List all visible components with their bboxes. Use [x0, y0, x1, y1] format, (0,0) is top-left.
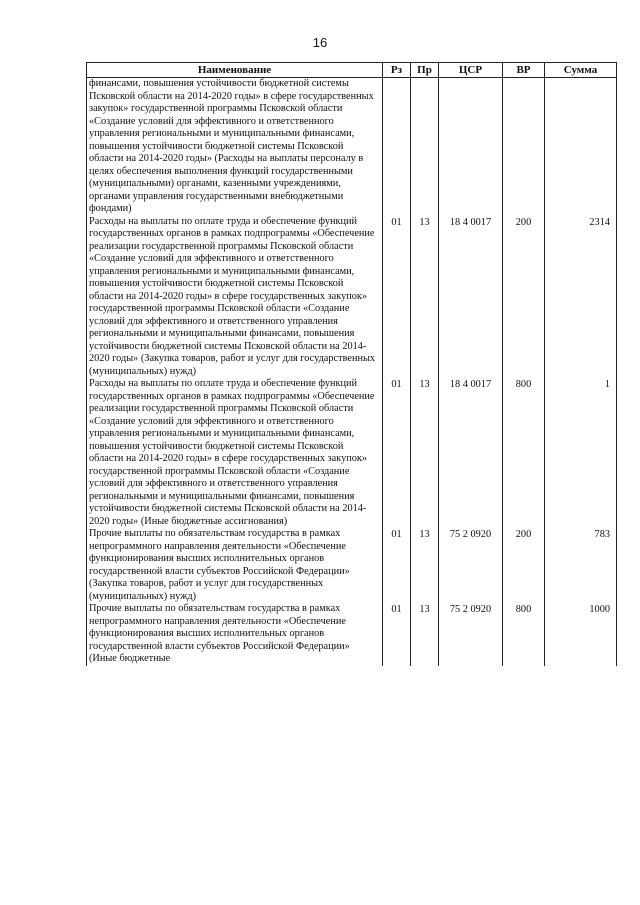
row-csr: 18 4 0017	[439, 378, 503, 528]
row-vr: 200	[503, 216, 545, 379]
row-vr	[503, 78, 545, 216]
row-sum: 2314	[545, 216, 617, 379]
table-row	[87, 603, 617, 666]
row-pr: 13	[411, 216, 439, 379]
header-vr: ВР	[503, 63, 545, 78]
row-vr: 800	[503, 603, 545, 666]
row-pr: 13	[411, 603, 439, 666]
row-rz: 01	[383, 528, 411, 603]
row-name: Прочие выплаты по обязательствам государства в рамках непрограммного направления деятельности «Обеспечение функционирования высших исполнительных органов государственной власти субъектов Российской Федерации» (Закупка товаров, работ и услуг для государственных (муниципальных) нужд)	[87, 528, 383, 603]
row-csr: 75 2 0920	[439, 603, 503, 666]
table-row	[87, 216, 617, 379]
row-pr: 13	[411, 528, 439, 603]
budget-table	[86, 62, 617, 666]
table-header-row	[87, 63, 617, 78]
row-rz	[383, 78, 411, 216]
row-sum: 1000	[545, 603, 617, 666]
row-name: Прочие выплаты по обязательствам государства в рамках непрограммного направления деятельности «Обеспечение функционирования высших исполнительных органов государственной власти субъектов Российской Федерации» (Иные бюджетные	[87, 603, 383, 666]
row-pr: 13	[411, 378, 439, 528]
row-rz: 01	[383, 603, 411, 666]
header-rz: Рз	[383, 63, 411, 78]
header-pr: Пр	[411, 63, 439, 78]
header-csr: ЦСР	[439, 63, 503, 78]
row-rz: 01	[383, 378, 411, 528]
row-vr: 200	[503, 528, 545, 603]
header-sum: Сумма	[545, 63, 617, 78]
row-name: Расходы на выплаты по оплате труда и обеспечение функций государственных органов в рамках подпрограммы «Обеспечение реализации государственной программы Псковской области «Создание условий для эффективного и ответственного управления региональными и муниципальными финансами, повышения устойчивости бюджетной системы Псковской области на 2014-2020 годы» в сфере государственных закупок» государственной программы Псковской области «Создание условий для эффективного и ответственного управления региональными и муниципальными финансами, повышения устойчивости бюджетной системы Псковской области на 2014-2020 годы» (Иные бюджетные ассигнования)	[87, 378, 383, 528]
header-name: Наименование	[87, 63, 383, 78]
row-pr	[411, 78, 439, 216]
row-csr	[439, 78, 503, 216]
row-name: Расходы на выплаты по оплате труда и обеспечение функций государственных органов в рамках подпрограммы «Обеспечение реализации государственной программы Псковской области «Создание условий для эффективного и ответственного управления региональными и муниципальными финансами, повышения устойчивости бюджетной системы Псковской области на 2014-2020 годы» в сфере государственных закупок» государственной программы Псковской области «Создание условий для эффективного и ответственного управления региональными и муниципальными финансами, повышения устойчивости бюджетной системы Псковской области на 2014-2020 годы» (Закупка товаров, работ и услуг для государственных (муниципальных) нужд)	[87, 216, 383, 379]
row-vr: 800	[503, 378, 545, 528]
page-number: 16	[312, 35, 328, 50]
row-sum	[545, 78, 617, 216]
row-sum: 783	[545, 528, 617, 603]
table-row	[87, 378, 617, 528]
row-csr: 18 4 0017	[439, 216, 503, 379]
row-rz: 01	[383, 216, 411, 379]
row-name: финансами, повышения устойчивости бюджетной системы Псковской области на 2014-2020 годы» в сфере государственных закупок» государственной программы Псковской области «Создание условий для эффективного и ответственного управления региональными и муниципальными финансами, повышения устойчивости бюджетной системы Псковской области на 2014-2020 годы» (Расходы на выплаты персоналу в целях обеспечения выполнения функций государственными (муниципальными) органами, казенными учреждениями, органами управления государственными внебюджетными фондами)	[87, 78, 383, 216]
table-row	[87, 528, 617, 603]
row-sum: 1	[545, 378, 617, 528]
row-csr: 75 2 0920	[439, 528, 503, 603]
table-row	[87, 78, 617, 216]
